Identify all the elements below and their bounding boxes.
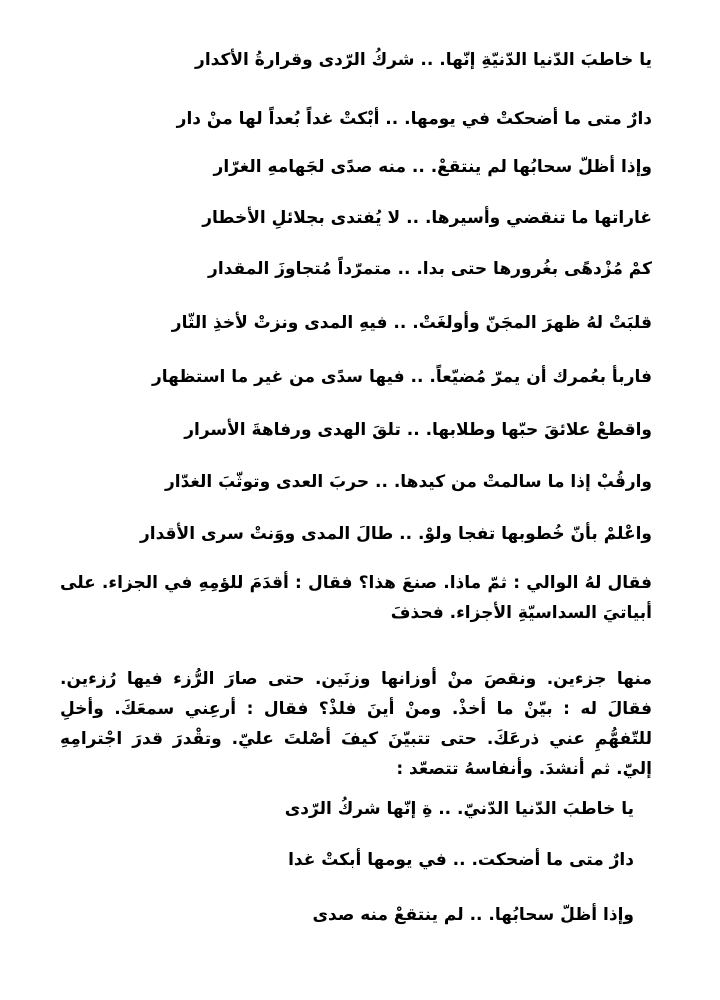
poem-verse-8: واقطعْ علائقَ حبّها وطلابها. .. تلقَ الهدى ورفاهةَ الأسرار — [184, 420, 652, 440]
poem-verse-9: وارقُبْ إذا ما سالمتْ من كيدها. .. حربَ العدى وتوثّبَ الغدّار — [164, 472, 652, 492]
short-verse-2: دارٌ متى ما أضحكت. .. في يومها أبكتْ غدا — [288, 850, 634, 870]
prose-paragraph-1: فقال لهُ الوالي : ثمّ ماذا. صنعَ هذا؟ فقال : أقدَمَ للؤمِهِ في الجزاء. على أبياتيَ السداسيّةِ الأجزاء. فحذفَ — [60, 573, 652, 623]
short-verse-3: وإذا أظلّ سحابُها. .. لم ينتقعْ منه صدى — [312, 905, 634, 925]
poem-verse-5: كمْ مُزْدهًى بغُرورها حتى بدا. .. متمرّداً مُتجاوزَ المقدار — [208, 259, 652, 279]
poem-verse-4: غاراتها ما تنقضي وأسيرها. .. لا يُفتدى بجلائلِ الأخطار — [202, 208, 652, 228]
poem-verse-3: وإذا أظلّ سحابُها لم ينتقعْ. .. منه صدًى لجَهامهِ الغرّار — [213, 157, 652, 177]
short-verse-1: يا خاطبَ الدّنيا الدّنيّ. .. ةِ إنّها شركُ الرّدى — [284, 799, 634, 819]
prose-paragraph-2: منها جزءين. ونقصَ منْ أوزانها وزنَين. حتى صارَ الرُّزء فيها رُزءين. فقالَ له : بيّنْ ما أخذْ. ومنْ أينَ فلذْ؟ فقال : أرعِني سمعَكَ. وأخلِ للتّفهُّمِ عني ذرعَكَ. حتى تتبيّنَ كيفَ أصْلتَ عليّ. وتقْدرَ قدرَ اجْترامِهِ إليّ. ثم أنشدَ. وأنفاسهُ تتصعّد : — [60, 669, 652, 779]
poem-verse-2: دارٌ متى ما أضحكتْ في يومها. .. أبْكتْ غداً بُعداً لها منْ دار — [176, 109, 652, 129]
poem-verse-6: قلبَتْ لهُ ظهرَ المجَنّ وأولغَتْ. .. فيهِ المدى ونزتْ لأخذِ الثّار — [171, 313, 652, 333]
poem-verse-10: واعْلمْ بأنّ خُطوبها تفجا ولوْ. .. طالَ المدى ووَنتْ سرى الأقدار — [139, 524, 652, 544]
poem-verse-7: فاربأ بعُمرك أن يمرّ مُضيّعاً. .. فيها سدًى من غير ما استظهار — [151, 367, 652, 387]
poem-verse-1: يا خاطبَ الدّنيا الدّنيّةِ إنّها. .. شركُ الرّدى وقرارةُ الأكدار — [195, 50, 652, 70]
